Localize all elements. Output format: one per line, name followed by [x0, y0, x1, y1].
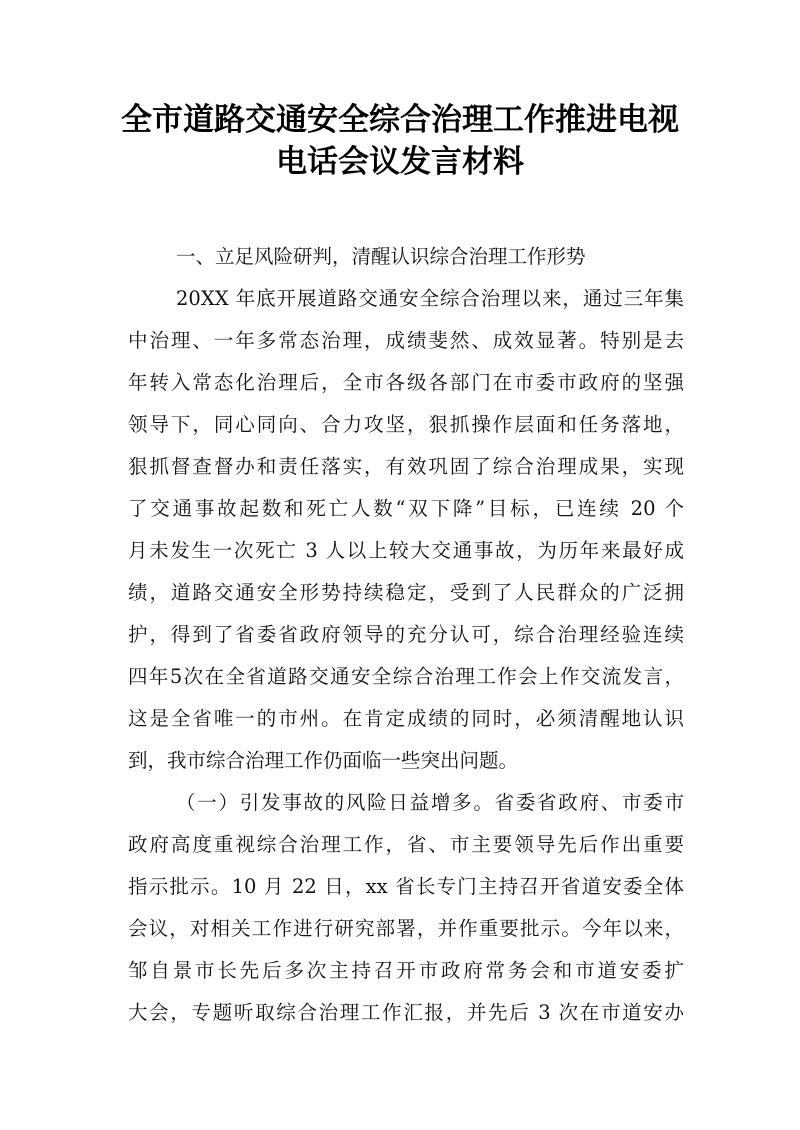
paragraph-line: 邹自景市长先后多次主持召开市政府常务会和市道安委扩: [128, 959, 684, 982]
paragraph-line: 领导下，同心同向、合力攻坚，狠抓操作层面和任务落地，: [128, 413, 684, 436]
paragraph-line: 年转入常态化治理后，全市各级各部门在市委市政府的坚强: [128, 371, 684, 394]
paragraph-line: 了交通事故起数和死亡人数“双下降”目标，已连续 20 个: [128, 497, 684, 520]
paragraph-line: 狠抓督查督办和责任落实，有效巩固了综合治理成果，实现: [128, 455, 684, 478]
document-title-line-1: 全市道路交通安全综合治理工作推进电视: [121, 102, 679, 138]
document-title-line-2: 电话会议发言材料: [276, 144, 524, 180]
paragraph-line: 绩，道路交通安全形势持续稳定，受到了人民群众的广泛拥: [128, 581, 684, 604]
paragraph-line: 月未发生一次死亡 3 人以上较大交通事故，为历年来最好成: [128, 539, 684, 562]
paragraph-line: 四年5次在全省道路交通安全综合治理工作会上作交流发言，: [128, 665, 684, 688]
paragraph-line: 指示批示。10 月 22 日，xx 省长专门主持召开省道安委全体: [128, 875, 684, 898]
paragraph-line: （一）引发事故的风险日益增多。省委省政府、市委市: [176, 791, 684, 814]
paragraph-line: 中治理、一年多常态治理，成绩斐然、成效显著。特别是去: [128, 329, 684, 352]
paragraph-line: 20XX 年底开展道路交通安全综合治理以来，通过三年集: [176, 287, 684, 310]
paragraph-line: 这是全省唯一的市州。在肯定成绩的同时，必须清醒地认识: [128, 707, 684, 730]
paragraph-line: 大会，专题听取综合治理工作汇报，并先后 3 次在市道安办: [128, 1001, 684, 1024]
paragraph-line: 到，我市综合治理工作仍面临一些突出问题。: [128, 749, 519, 772]
section-heading: 一、立足风险研判，清醒认识综合治理工作形势: [176, 245, 586, 268]
paragraph-line: 护，得到了省委省政府领导的充分认可，综合治理经验连续: [128, 623, 684, 646]
paragraph-line: 政府高度重视综合治理工作，省、市主要领导先后作出重要: [128, 833, 684, 856]
paragraph-line: 会议，对相关工作进行研究部署，并作重要批示。今年以来，: [128, 917, 684, 940]
